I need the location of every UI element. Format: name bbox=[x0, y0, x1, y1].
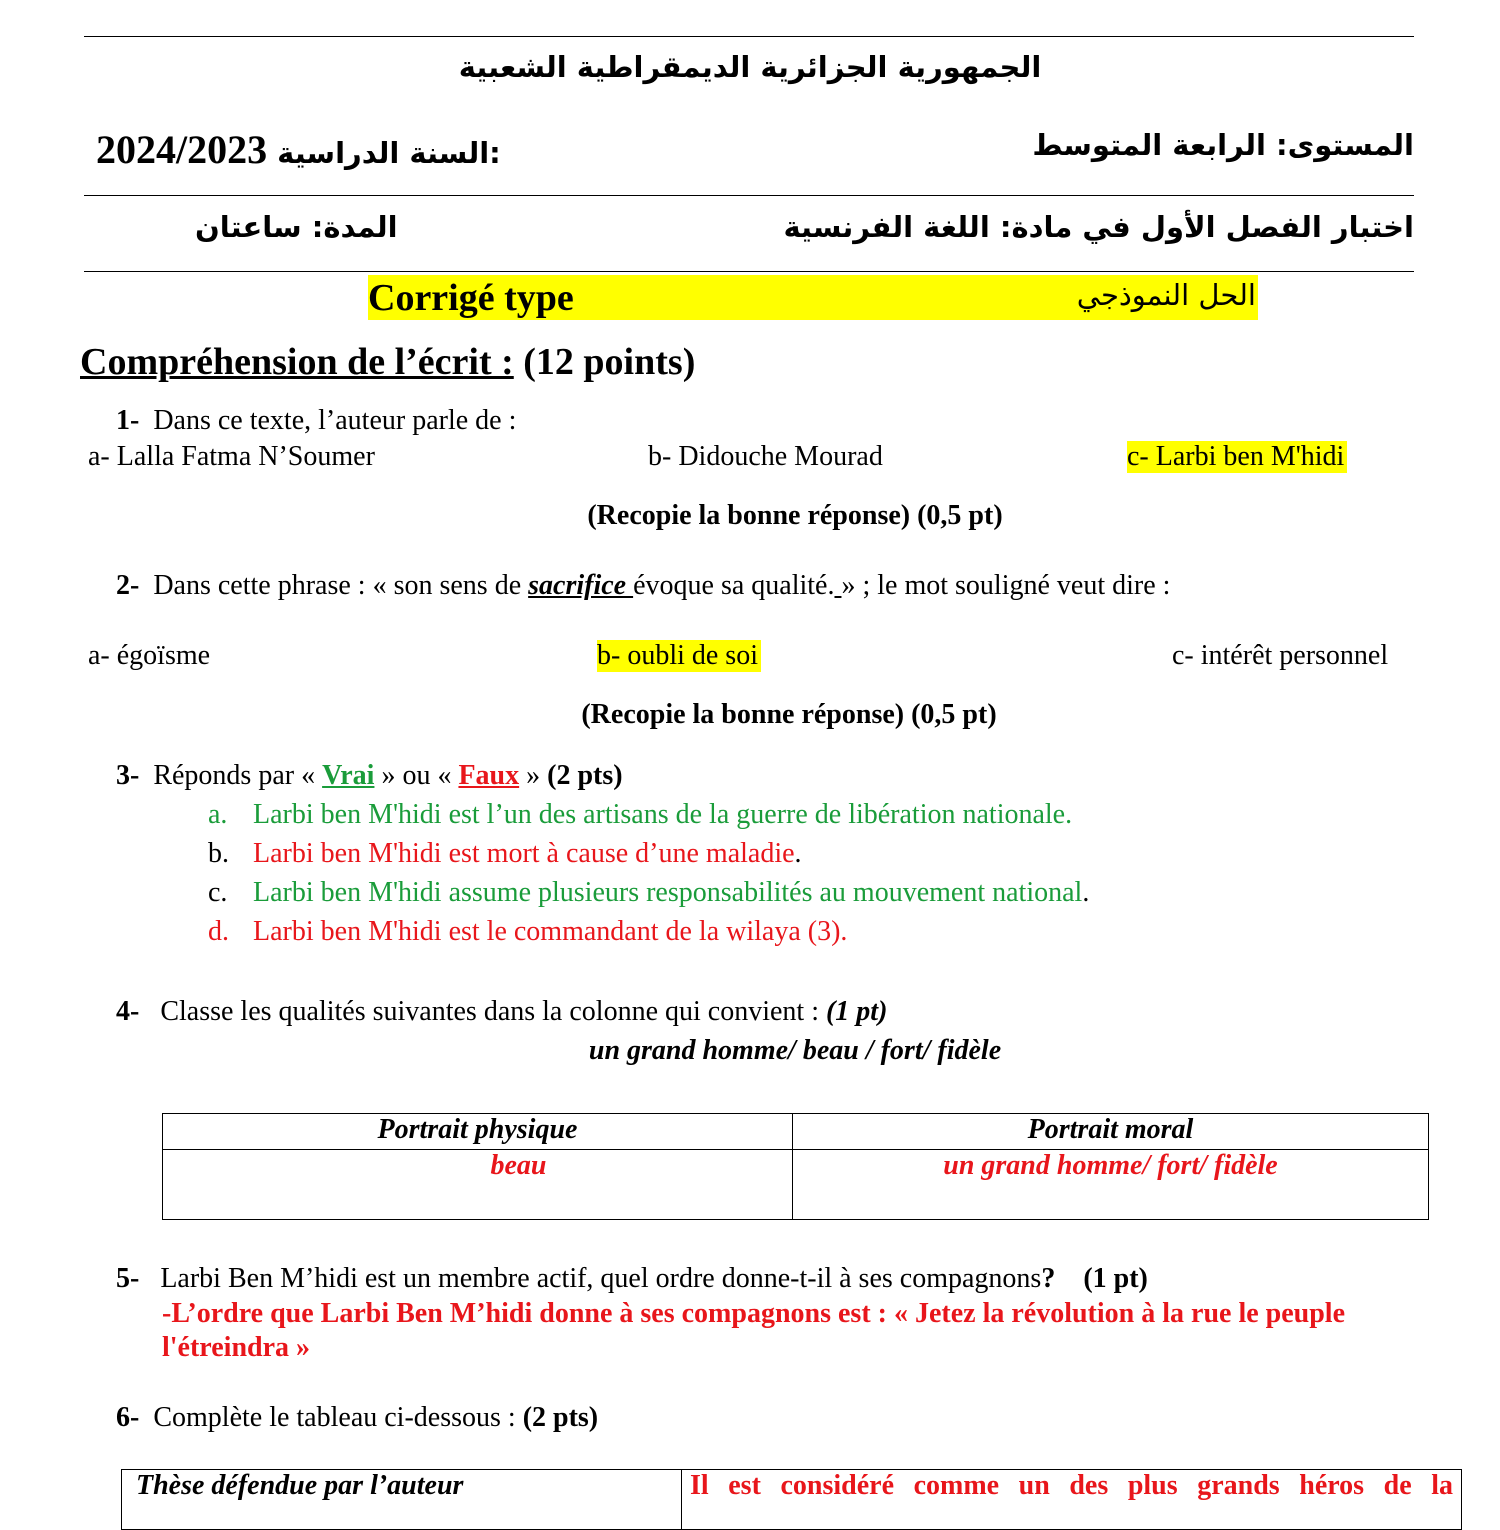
school-year-label: السنة الدراسية: bbox=[277, 136, 501, 170]
q6-text: Complète le tableau ci-dessous : bbox=[153, 1402, 523, 1433]
q1-option-a: a- Lalla Fatma N’Soumer bbox=[88, 441, 375, 472]
q6-row1-answer: Il est considéré comme un des plus grands héros de la bbox=[682, 1470, 1462, 1530]
banner-ar: الحل النموذجي bbox=[1076, 278, 1256, 312]
q3-number: 3- bbox=[116, 760, 140, 791]
republic-title: الجمهورية الجزائرية الديمقراطية الشعبية bbox=[458, 50, 1042, 84]
q6-number: 6- bbox=[116, 1402, 140, 1433]
q3-item-text: Larbi ben M'hidi est l’un des artisans de la guerre de libération nationale. bbox=[253, 799, 1073, 830]
q3-mid: » ou « bbox=[374, 760, 459, 791]
q4-table bbox=[162, 1113, 1429, 1220]
header-rule-1 bbox=[84, 195, 1414, 196]
top-rule bbox=[84, 36, 1414, 37]
section-points: (12 points) bbox=[513, 341, 696, 383]
q3-intro: Réponds par « bbox=[153, 760, 323, 791]
q2-text-before: Dans cette phrase : « son sens de bbox=[153, 570, 529, 601]
q3-item-a bbox=[208, 799, 1072, 831]
q4-number: 4- bbox=[116, 996, 140, 1027]
q4-points: (1 pt) bbox=[825, 996, 888, 1027]
corrige-banner bbox=[368, 275, 1258, 320]
q4-text: Classe les qualités suivantes dans la colonne qui convient : bbox=[160, 996, 826, 1027]
q6-row1-label: Thèse défendue par l’auteur bbox=[122, 1470, 682, 1530]
section-title-text: Compréhension de l’écrit : bbox=[80, 341, 514, 383]
exam-title: اختبار الفصل الأول في مادة: اللغة الفرنسية bbox=[783, 210, 1414, 244]
q3-item-b: b. Larbi ben M'hidi est mort à cause d’une maladie. bbox=[208, 838, 802, 869]
duration: المدة: ساعتان bbox=[195, 210, 398, 244]
q1-line bbox=[116, 405, 516, 437]
banner-fr: Corrigé type bbox=[368, 277, 574, 319]
q2-line bbox=[116, 570, 1170, 602]
q3-faux: Faux bbox=[458, 760, 520, 791]
q1-text: Dans ce texte, l’auteur parle de : bbox=[153, 405, 517, 436]
q5-number: 5- bbox=[116, 1263, 140, 1294]
q2-text-after: » ; le mot souligné veut dire : bbox=[841, 570, 1171, 601]
q3-item-text: Larbi ben M'hidi est mort à cause d’une maladie bbox=[253, 838, 795, 869]
q4-col1-answer: beau bbox=[163, 1150, 793, 1220]
q1-option-b: b- Didouche Mourad bbox=[648, 441, 883, 472]
q6-points: (2 pts) bbox=[522, 1402, 599, 1433]
q3-end: » bbox=[519, 760, 548, 791]
q4-line bbox=[116, 996, 887, 1028]
q2-number: 2- bbox=[116, 570, 140, 601]
q4-col2-answer: un grand homme/ fort/ fidèle bbox=[793, 1150, 1429, 1220]
q3-item-letter: a. bbox=[208, 799, 228, 830]
q2-option-b-correct: b- oubli de soi bbox=[597, 640, 761, 672]
q2-text-mid: évoque sa qualité. bbox=[633, 570, 835, 601]
q6-line bbox=[116, 1402, 598, 1434]
q2-instruction: (Recopie la bonne réponse) (0,5 pt) bbox=[581, 699, 997, 730]
level-label: المستوى: الرابعة المتوسط bbox=[1032, 128, 1414, 162]
q2-underlined-word: sacrifice bbox=[528, 570, 634, 601]
q4-col2-header: Portrait moral bbox=[793, 1114, 1429, 1150]
header-rule-2 bbox=[84, 271, 1414, 272]
q3-item-letter: c. bbox=[208, 877, 228, 908]
q2-option-c: c- intérêt personnel bbox=[1172, 640, 1389, 671]
q3-vrai: Vrai bbox=[322, 760, 375, 791]
section-title bbox=[80, 340, 695, 384]
q1-number: 1- bbox=[116, 405, 140, 436]
q3-item-letter: b. bbox=[208, 838, 229, 869]
q5-line bbox=[116, 1263, 1148, 1295]
q3-item-text: Larbi ben M'hidi assume plusieurs responsabilités au mouvement national bbox=[253, 877, 1083, 908]
q1-option-c-correct: c- Larbi ben M'hidi bbox=[1127, 441, 1347, 473]
q1-instruction: (Recopie la bonne réponse) (0,5 pt) bbox=[587, 500, 1003, 531]
q3-item-d bbox=[208, 916, 847, 948]
q5-answer-line2: l'étreindra » bbox=[162, 1332, 311, 1363]
q5-text: Larbi Ben M’hidi est un membre actif, quel ordre donne-t-il à ses compagnons bbox=[160, 1263, 1042, 1294]
q2-option-a: a- égoïsme bbox=[88, 640, 211, 671]
q3-item-text: Larbi ben M'hidi est le commandant de la wilaya (3). bbox=[253, 916, 848, 947]
q4-qualities: un grand homme/ beau / fort/ fidèle bbox=[588, 1035, 1002, 1066]
q3-item-letter: d. bbox=[208, 916, 229, 947]
q3-item-c: c. Larbi ben M'hidi assume plusieurs responsabilités au mouvement national. bbox=[208, 877, 1090, 908]
school-year bbox=[96, 126, 501, 173]
q3-line bbox=[116, 760, 623, 792]
q4-col1-header: Portrait physique bbox=[163, 1114, 793, 1150]
q3-points: (2 pts) bbox=[547, 760, 623, 791]
q5-question-mark: ? bbox=[1041, 1263, 1056, 1294]
school-year-value: 2024/2023 bbox=[96, 127, 268, 172]
q5-answer-line1: -L’ordre que Larbi Ben M’hidi donne à ses compagnons est : « Jetez la révolution à la rue le peuple bbox=[162, 1298, 1345, 1329]
q5-points: (1 pt) bbox=[1055, 1263, 1148, 1294]
